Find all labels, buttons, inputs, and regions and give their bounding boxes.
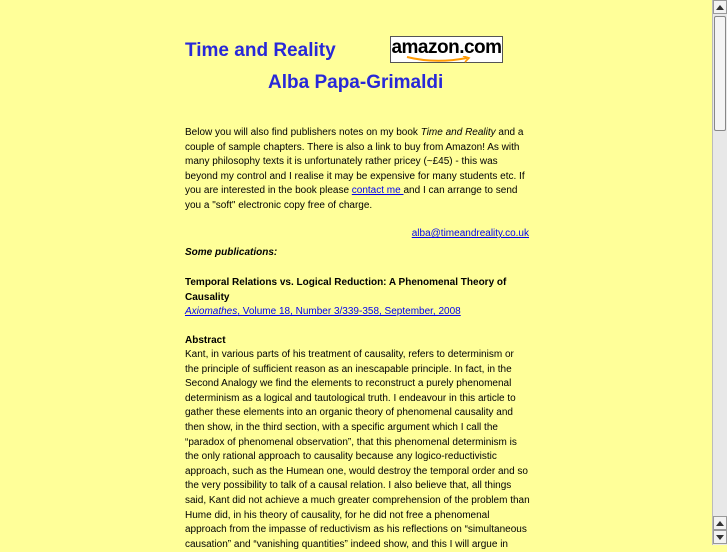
vertical-scrollbar[interactable] xyxy=(712,0,727,545)
abstract-text: Kant, in various parts of his treatment of causality, refers to determinism or the principle of sufficient reason as an inescapable principle. In fact, in the Second Analogy we find the elements to reconstruct a purely phenomenal determinism as a logical and tautological truth. I endeavour in this article to gather these elements into an organic theory of phenomenal causality and then show, in the third section, with a specific argument which I call the “paradox of phenomenal observation”, that this phenomenal determinism is the only rational approach to causality because any logico-reductivistic approach, such as the Humean one, would destroy the temporal order and so the very possibility to talk of a causal relation. I also believe that, all things said, Kant did not achieve a much greater comprehension of the problem than Hume did, in his theory of causality, for he did not free a phenomenal approach from the impasse of reductivism as his reflections on “simultaneous causation” and “vanishing quantities” indeed show, and this I will argue in xyxy=(185,349,530,550)
intro-text-2: and a couple of sample chapters. There is also a link to buy from Amazon! As with many philosophy texts it is unfortunately rather pricey (~£45) - this was beyond my control and I realise it may be expensive for many students etc. If you are interested in the book please xyxy=(185,127,525,197)
scroll-down-button[interactable] xyxy=(713,530,727,544)
arrow-down-icon xyxy=(716,535,724,540)
author-name: Alba Papa-Grimaldi xyxy=(268,72,444,93)
journal-name: Axiomathes xyxy=(185,306,238,317)
abstract-heading: Abstract xyxy=(185,335,226,346)
amazon-smile-icon xyxy=(405,56,475,63)
arrow-up-icon xyxy=(716,521,724,526)
page-title: Time and Reality xyxy=(185,40,336,61)
amazon-logo-text: amazon.com xyxy=(391,37,502,58)
scroll-up-button[interactable] xyxy=(713,0,727,14)
scroll-up-button-bottom[interactable] xyxy=(713,516,727,530)
scrollbar-thumb[interactable] xyxy=(714,16,726,131)
journal-details: , Volume 18, Number 3/339-358, September, 2008 xyxy=(237,306,461,317)
paper-title: Temporal Relations vs. Logical Reduction: A Phenomenal Theory of Causality xyxy=(185,277,507,303)
email-link[interactable]: alba@timeandreality.co.uk xyxy=(411,228,529,239)
intro-book-title: Time and Reality xyxy=(420,127,496,138)
intro-paragraph xyxy=(185,126,530,214)
arrow-up-icon xyxy=(716,5,724,10)
contact-me-link[interactable]: contact me xyxy=(351,185,404,197)
amazon-logo-link[interactable] xyxy=(390,36,503,63)
journal-link[interactable] xyxy=(185,305,461,320)
intro-text-3: and I can arrange to send you a "soft" electronic copy free of charge. xyxy=(185,185,518,211)
intro-text-1: Below you will also find publishers notes on my book xyxy=(185,127,421,138)
publications-heading: Some publications: xyxy=(185,247,278,258)
